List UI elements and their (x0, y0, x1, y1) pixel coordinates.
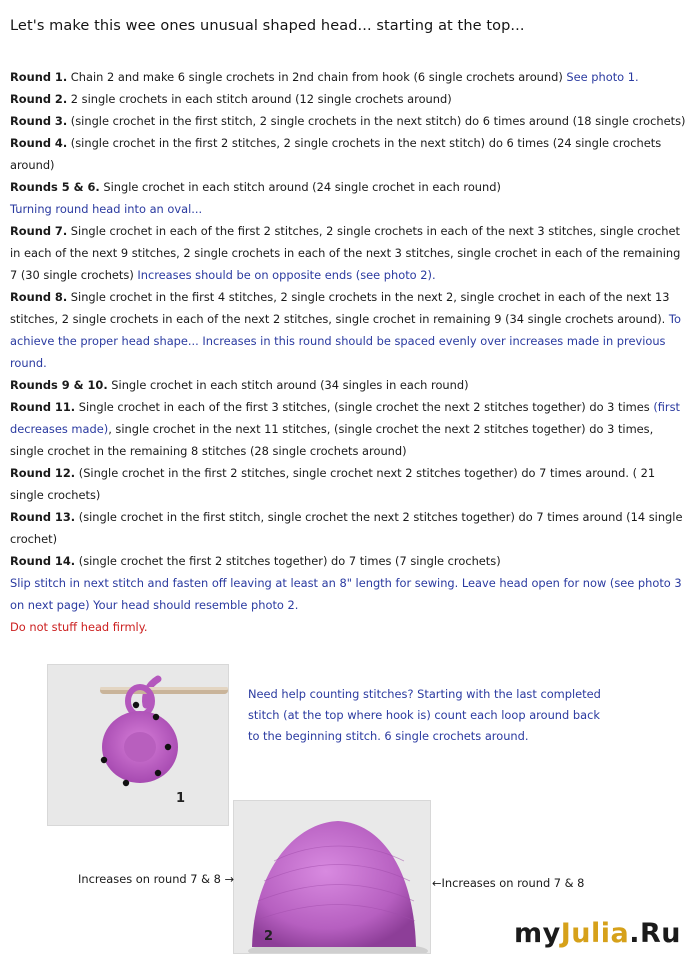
round-label: Round 2. (10, 92, 68, 106)
increases-label-left: Increases on round 7 & 8 → (78, 872, 235, 886)
warning-text: Do not stuff head firmly. (10, 620, 148, 634)
round-label: Rounds 9 & 10. (10, 378, 108, 392)
round-note: Increases should be on opposite ends (see photo 2). (137, 268, 436, 282)
watermark-ru: .Ru (629, 918, 682, 949)
round-2 (10, 88, 690, 110)
round-text: Single crochet in each of the first 3 stitches, (single crochet the next 2 stitches together) do 3 times (75, 400, 654, 414)
round-label: Round 13. (10, 510, 76, 524)
round-note: To achieve the proper head shape... Increases in this round should be spaced evenly over increases made in previous round. (10, 312, 681, 370)
round-label: Rounds 5 & 6. (10, 180, 100, 194)
round-label: Round 14. (10, 554, 76, 568)
round-label: Round 11. (10, 400, 76, 414)
instructions (10, 66, 690, 638)
round-12 (10, 462, 690, 506)
round-3 (10, 110, 690, 132)
round-text-continued: , single crochet in the next 11 stitches, (single crochet the next 2 stitches together) do 3 times, single crochet in the remaining 8 stitches (28 single crochets around) (10, 422, 654, 458)
round-label: Round 4. (10, 136, 68, 150)
round-text: 2 single crochets in each stitch around (12 single crochets around) (67, 92, 452, 106)
rounds-5-6 (10, 176, 690, 198)
round-8 (10, 286, 690, 374)
round-13 (10, 506, 690, 550)
round-text: (single crochet the first 2 stitches together) do 7 times (7 single crochets) (75, 554, 501, 568)
round-text: Single crochet in each of the first 2 stitches, 2 single crochets in each of the next 3 stitches, single crochet in each of the next 9 stitches, 2 single crochets in each of the next 3 stitches, single crochet in each of the remaining 7 (30 single crochets) (10, 224, 681, 282)
round-note: (first decreases made) (10, 400, 681, 436)
round-label: Round 3. (10, 114, 68, 128)
watermark-logo (514, 918, 681, 949)
round-text: Single crochet in the first 4 stitches, 2 single crochets in the next 2, single crochet in each of the next 13 stitches, 2 single crochets in each of the next 2 stitches, single crochet in remaining 9 (34 single crochets around). (10, 290, 670, 326)
help-counting-text: Need help counting stitches? Starting with the last completed stitch (at the top where hook is) count each loop around back to the beginning stitch. 6 single crochets around. (248, 687, 601, 743)
round-14 (10, 550, 690, 572)
finishing-text: Slip stitch in next stitch and fasten off leaving at least an 8" length for sewing. Leave head open for now (see photo 3 on next page) Your head should resemble photo 2. (10, 576, 682, 612)
round-text: (single crochet in the first stitch, 2 single crochets in the next stitch) do 6 times around (18 single crochets) (67, 114, 686, 128)
round-text: Chain 2 and make 6 single crochets in 2nd chain from hook (6 single crochets around) (67, 70, 567, 84)
round-7 (10, 220, 690, 286)
round-text: (single crochet in the first stitch, single crochet the next 2 stitches together) do 7 times around (14 single crochet) (10, 510, 683, 546)
round-1 (10, 66, 690, 88)
watermark-my: my (514, 918, 561, 949)
round-label: Round 7. (10, 224, 68, 238)
watermark-julia: Julia (560, 918, 630, 949)
round-text: (single crochet in the first 2 stitches, 2 single crochets in the next stitch) do 6 times (24 single crochets around) (10, 136, 662, 172)
round-text: Single crochet in each stitch around (34 singles in each round) (107, 378, 469, 392)
round-label: Round 12. (10, 466, 76, 480)
page-heading: Let's make this wee ones unusual shaped head... starting at the top... (10, 18, 525, 34)
photo-1 (47, 664, 229, 826)
photo-1-number: 1 (176, 791, 186, 806)
oval-note: Turning round head into an oval... (10, 202, 203, 216)
round-4 (10, 132, 690, 176)
rounds-9-10 (10, 374, 690, 396)
round-note: See photo 1. (566, 70, 639, 84)
round-label: Round 8. (10, 290, 68, 304)
round-text: Single crochet in each stitch around (24 single crochet in each round) (99, 180, 501, 194)
photo-2 (233, 800, 431, 954)
photo-1-illustration (48, 665, 228, 825)
round-text: (Single crochet in the first 2 stitches, single crochet next 2 stitches together) do 7 times around. ( 21 single crochets) (10, 466, 656, 502)
round-label: Round 1. (10, 70, 68, 84)
round-11 (10, 396, 690, 462)
increases-label-right: ←Increases on round 7 & 8 (432, 876, 585, 890)
photo-2-number: 2 (264, 929, 274, 944)
